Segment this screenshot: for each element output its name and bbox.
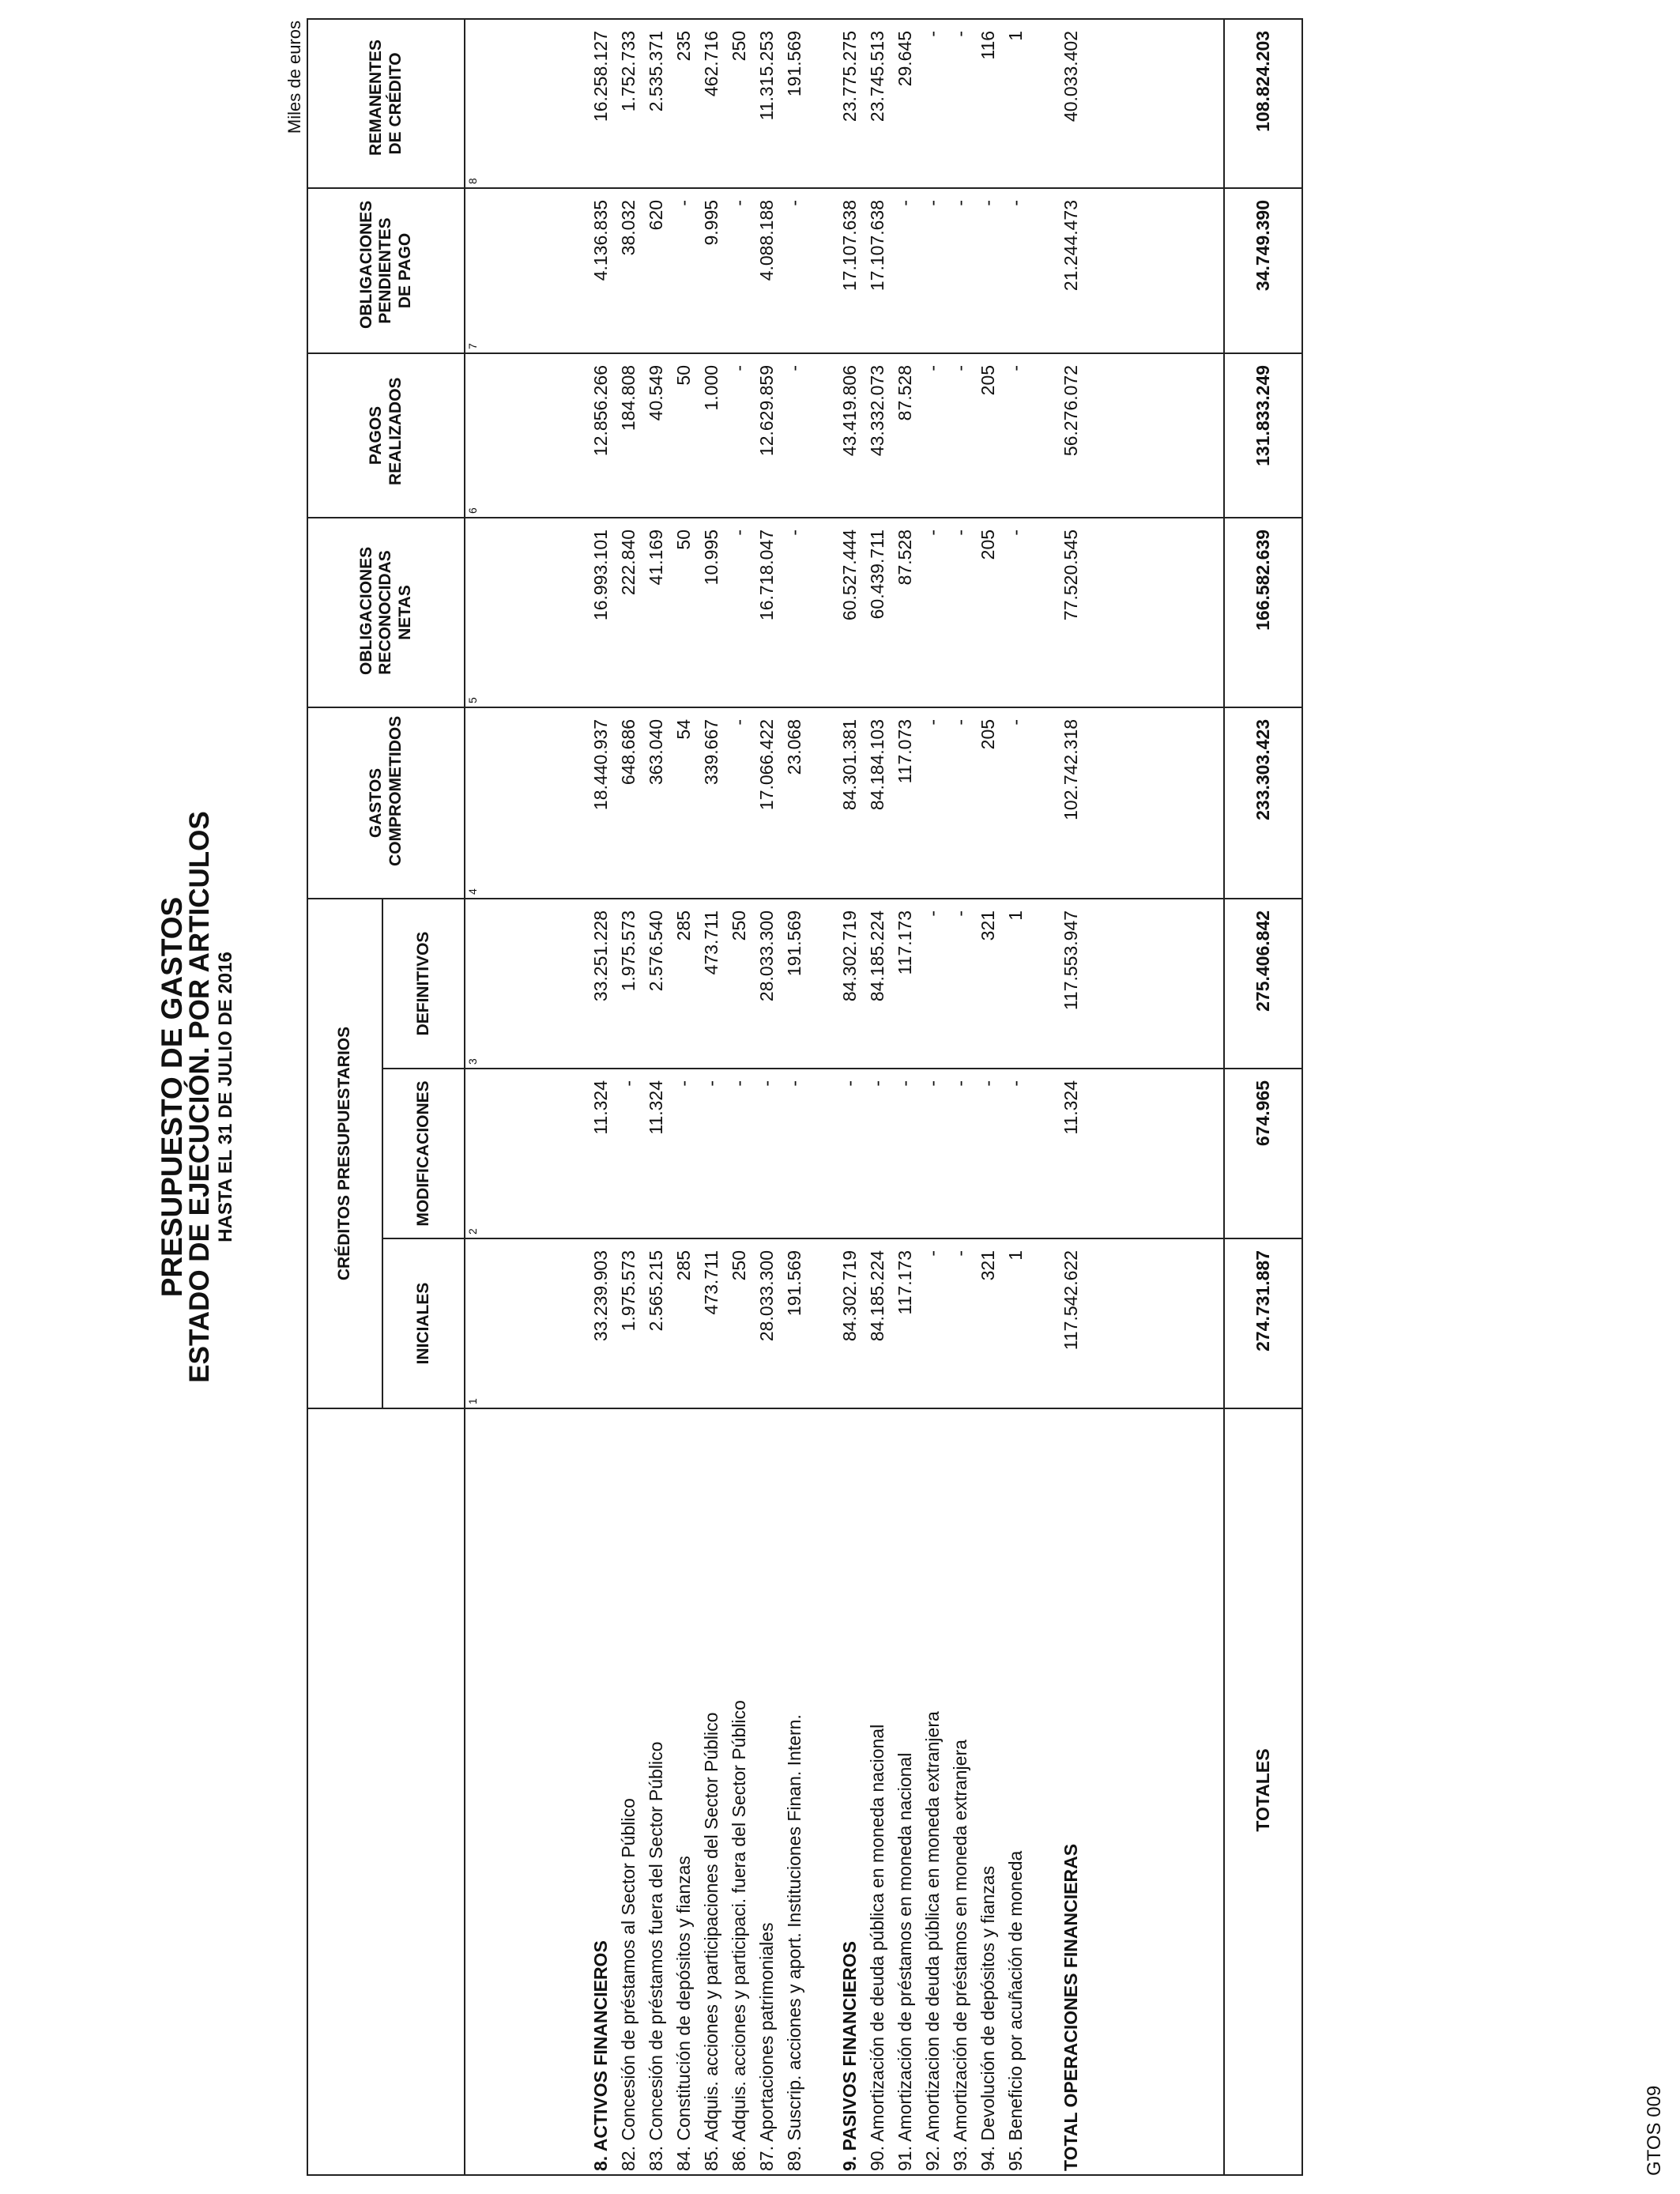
row-value: 1.975.573 bbox=[615, 1238, 642, 1408]
row-value: 43.332.073 bbox=[864, 353, 891, 518]
row-value: 250 bbox=[725, 1238, 753, 1408]
row-value: 117.542.622 bbox=[1057, 1238, 1085, 1408]
row-value: 1.975.573 bbox=[615, 899, 642, 1069]
row-value: - bbox=[753, 1069, 781, 1238]
row-value: - bbox=[919, 899, 947, 1069]
total-value: 274.731.887 bbox=[1224, 1238, 1302, 1408]
row-value: - bbox=[947, 1238, 974, 1408]
row-value: 9.995 bbox=[698, 188, 725, 353]
table-row bbox=[587, 19, 615, 2175]
column-number: 3 bbox=[465, 899, 480, 1069]
row-value: 16.258.127 bbox=[587, 19, 615, 188]
row-value: 462.716 bbox=[698, 19, 725, 188]
row-value: 363.040 bbox=[642, 707, 670, 899]
row-value: 29.645 bbox=[891, 19, 919, 188]
table-row bbox=[836, 19, 864, 2175]
column-number: 1 bbox=[465, 1238, 480, 1408]
row-value: - bbox=[919, 707, 947, 899]
row-value: 77.520.545 bbox=[1057, 518, 1085, 707]
column-number: 6 bbox=[465, 353, 480, 518]
remanentes-header: REMANENTES DE CRÉDITO bbox=[307, 19, 465, 188]
report-subtitle: ESTADO DE EJECUCIÓN. POR ARTICULOS bbox=[184, 811, 215, 1383]
row-value: - bbox=[947, 19, 974, 188]
row-value: 60.439.711 bbox=[864, 518, 891, 707]
row-value: 11.324 bbox=[1057, 1069, 1085, 1238]
row-value: 235 bbox=[670, 19, 698, 188]
row-concept: TOTAL OPERACIONES FINANCIERAS bbox=[1057, 1408, 1085, 2175]
column-number: 8 bbox=[465, 19, 480, 188]
row-value: 1 bbox=[1002, 19, 1030, 188]
row-value: - bbox=[781, 188, 808, 353]
row-value: 54 bbox=[670, 707, 698, 899]
row-concept: 90. Amortización de deuda pública en moneda nacional bbox=[864, 1408, 891, 2175]
row-value: 33.239.903 bbox=[587, 1238, 615, 1408]
units-label: Miles de euros bbox=[284, 21, 304, 134]
row-value: - bbox=[615, 1069, 642, 1238]
row-value: - bbox=[947, 707, 974, 899]
row-value: 84.185.224 bbox=[864, 1238, 891, 1408]
row-value: 205 bbox=[974, 707, 1002, 899]
pagos-header: PAGOS REALIZADOS bbox=[307, 353, 465, 518]
column-number: 5 bbox=[465, 518, 480, 707]
row-concept: 91. Amortización de préstamos en moneda nacional bbox=[891, 1408, 919, 2175]
row-value: - bbox=[919, 518, 947, 707]
row-value: - bbox=[919, 1238, 947, 1408]
row-value: 117.553.947 bbox=[1057, 899, 1085, 1069]
row-value: - bbox=[1002, 353, 1030, 518]
row-value: 191.569 bbox=[781, 19, 808, 188]
row-value: 60.527.444 bbox=[836, 518, 864, 707]
row-value: 4.136.835 bbox=[587, 188, 615, 353]
row-value: 191.569 bbox=[781, 899, 808, 1069]
totals-row bbox=[1224, 19, 1302, 2175]
row-value: 11.324 bbox=[587, 1069, 615, 1238]
row-value: - bbox=[670, 188, 698, 353]
row-value: - bbox=[670, 1069, 698, 1238]
row-value: 339.667 bbox=[698, 707, 725, 899]
row-value: - bbox=[974, 1069, 1002, 1238]
row-concept: 92. Amortizacion de deuda pública en moneda extranjera bbox=[919, 1408, 947, 2175]
obligaciones-header: OBLIGACIONES RECONOCIDAS NETAS bbox=[307, 518, 465, 707]
table-row bbox=[725, 19, 753, 2175]
table-row bbox=[698, 19, 725, 2175]
table-row bbox=[642, 19, 670, 2175]
row-value: - bbox=[781, 353, 808, 518]
row-value: - bbox=[1002, 1069, 1030, 1238]
row-value: 321 bbox=[974, 1238, 1002, 1408]
row-value: 102.742.318 bbox=[1057, 707, 1085, 899]
row-value: - bbox=[1002, 518, 1030, 707]
row-concept: 95. Beneficio por acuñación de moneda bbox=[1002, 1408, 1030, 2175]
row-value: 117.173 bbox=[891, 1238, 919, 1408]
row-value: 11.315.253 bbox=[753, 19, 781, 188]
row-value: - bbox=[698, 1069, 725, 1238]
row-value: 11.324 bbox=[642, 1069, 670, 1238]
row-value: 18.440.937 bbox=[587, 707, 615, 899]
row-value: 33.251.228 bbox=[587, 899, 615, 1069]
row-value: 1.752.733 bbox=[615, 19, 642, 188]
row-value: 16.718.047 bbox=[753, 518, 781, 707]
total-value: 34.749.390 bbox=[1224, 188, 1302, 353]
table-row bbox=[615, 19, 642, 2175]
row-value: 116 bbox=[974, 19, 1002, 188]
row-value: 473.711 bbox=[698, 1238, 725, 1408]
row-concept: 85. Adquis. acciones y participaciones del Sector Público bbox=[698, 1408, 725, 2175]
total-value: 674.965 bbox=[1224, 1069, 1302, 1238]
row-concept: 9. PASIVOS FINANCIEROS bbox=[836, 1408, 864, 2175]
row-value: 50 bbox=[670, 518, 698, 707]
row-value: 43.419.806 bbox=[836, 353, 864, 518]
row-value: - bbox=[836, 1069, 864, 1238]
row-value: 16.993.101 bbox=[587, 518, 615, 707]
row-value: - bbox=[947, 188, 974, 353]
row-value: 84.301.381 bbox=[836, 707, 864, 899]
table-row bbox=[670, 19, 698, 2175]
row-value: 191.569 bbox=[781, 1238, 808, 1408]
report-period: HASTA EL 31 DE JULIO DE 2016 bbox=[215, 952, 236, 1242]
row-value: 50 bbox=[670, 353, 698, 518]
row-value: 87.528 bbox=[891, 353, 919, 518]
row-concept: 8. ACTIVOS FINANCIEROS bbox=[587, 1408, 615, 2175]
row-value: 12.856.266 bbox=[587, 353, 615, 518]
row-value: 117.173 bbox=[891, 899, 919, 1069]
row-value: 17.107.638 bbox=[836, 188, 864, 353]
table-row bbox=[974, 19, 1002, 2175]
row-concept: 83. Concesión de préstamos fuera del Sector Público bbox=[642, 1408, 670, 2175]
row-value: 222.840 bbox=[615, 518, 642, 707]
row-value: - bbox=[891, 188, 919, 353]
row-value: 28.033.300 bbox=[753, 899, 781, 1069]
row-value: - bbox=[891, 1069, 919, 1238]
row-value: - bbox=[919, 19, 947, 188]
row-value: - bbox=[947, 353, 974, 518]
row-value: - bbox=[947, 1069, 974, 1238]
row-value: - bbox=[725, 353, 753, 518]
definitivos-header: DEFINITIVOS bbox=[382, 899, 465, 1069]
row-value: - bbox=[725, 1069, 753, 1238]
row-value: 10.995 bbox=[698, 518, 725, 707]
row-value: 12.629.859 bbox=[753, 353, 781, 518]
row-value: 321 bbox=[974, 899, 1002, 1069]
table-row bbox=[919, 19, 947, 2175]
row-value: - bbox=[725, 518, 753, 707]
table-row bbox=[1002, 19, 1030, 2175]
row-value: 40.033.402 bbox=[1057, 19, 1085, 188]
row-value: 40.549 bbox=[642, 353, 670, 518]
row-concept: 84. Constitución de depósitos y fianzas bbox=[670, 1408, 698, 2175]
row-value: 1 bbox=[1002, 1238, 1030, 1408]
row-value: 84.302.719 bbox=[836, 1238, 864, 1408]
row-value: - bbox=[1002, 707, 1030, 899]
row-value: 285 bbox=[670, 899, 698, 1069]
total-value: 108.824.203 bbox=[1224, 19, 1302, 188]
row-value: - bbox=[864, 1069, 891, 1238]
row-value: - bbox=[919, 353, 947, 518]
row-value: 648.686 bbox=[615, 707, 642, 899]
row-value: 17.066.422 bbox=[753, 707, 781, 899]
row-value: 473.711 bbox=[698, 899, 725, 1069]
row-value: 38.032 bbox=[615, 188, 642, 353]
row-value: 1.000 bbox=[698, 353, 725, 518]
row-value: 250 bbox=[725, 899, 753, 1069]
row-value: 84.184.103 bbox=[864, 707, 891, 899]
row-value: 620 bbox=[642, 188, 670, 353]
row-value: 28.033.300 bbox=[753, 1238, 781, 1408]
row-value: 2.576.540 bbox=[642, 899, 670, 1069]
row-value: - bbox=[725, 188, 753, 353]
table-row bbox=[781, 19, 808, 2175]
row-value: 84.185.224 bbox=[864, 899, 891, 1069]
totals-label: TOTALES bbox=[1224, 1408, 1302, 2175]
report-title: PRESUPUESTO DE GASTOS bbox=[156, 896, 188, 1298]
row-value: - bbox=[947, 899, 974, 1069]
total-value: 131.833.249 bbox=[1224, 353, 1302, 518]
column-number: 4 bbox=[465, 707, 480, 899]
table-row bbox=[753, 19, 781, 2175]
total-value: 166.582.639 bbox=[1224, 518, 1302, 707]
row-value: 41.169 bbox=[642, 518, 670, 707]
row-value: 84.302.719 bbox=[836, 899, 864, 1069]
total-value: 233.303.423 bbox=[1224, 707, 1302, 899]
row-value: 56.276.072 bbox=[1057, 353, 1085, 518]
row-value: - bbox=[1002, 188, 1030, 353]
row-value: 21.244.473 bbox=[1057, 188, 1085, 353]
row-value: - bbox=[919, 1069, 947, 1238]
total-value: 275.406.842 bbox=[1224, 899, 1302, 1069]
budget-table bbox=[307, 20, 1524, 2176]
row-value: 250 bbox=[725, 19, 753, 188]
modificaciones-header: MODIFICACIONES bbox=[382, 1069, 465, 1238]
row-concept: 89. Suscrip. acciones y aport. Instituciones Finan. Intern. bbox=[781, 1408, 808, 2175]
column-number: 7 bbox=[465, 188, 480, 353]
row-concept: 93. Amortización de préstamos en moneda extranjera bbox=[947, 1408, 974, 2175]
concept-header bbox=[307, 1408, 465, 2175]
report-code: GTOS 009 bbox=[1644, 2085, 1665, 2176]
credits-group-header: CRÉDITOS PRESUPUESTARIOS bbox=[307, 899, 382, 1408]
row-value: 17.107.638 bbox=[864, 188, 891, 353]
pendientes-header: OBLIGACIONES PENDIENTES DE PAGO bbox=[307, 188, 465, 353]
row-concept: 82. Concesión de préstamos al Sector Público bbox=[615, 1408, 642, 2175]
table-row bbox=[864, 19, 891, 2175]
row-value: 23.745.513 bbox=[864, 19, 891, 188]
row-value: 23.068 bbox=[781, 707, 808, 899]
row-value: - bbox=[974, 188, 1002, 353]
row-value: 285 bbox=[670, 1238, 698, 1408]
concept-col-no bbox=[465, 1408, 480, 2175]
table-row bbox=[947, 19, 974, 2175]
row-concept: 94. Devolución de depósitos y fianzas bbox=[974, 1408, 1002, 2175]
row-value: - bbox=[781, 518, 808, 707]
row-value: 23.775.275 bbox=[836, 19, 864, 188]
row-value: 2.565.215 bbox=[642, 1238, 670, 1408]
row-value: - bbox=[947, 518, 974, 707]
row-value: 87.528 bbox=[891, 518, 919, 707]
row-value: 2.535.371 bbox=[642, 19, 670, 188]
row-value: - bbox=[919, 188, 947, 353]
row-value: 4.088.188 bbox=[753, 188, 781, 353]
comprometidos-header: GASTOS COMPROMETIDOS bbox=[307, 707, 465, 899]
row-concept: 86. Adquis. acciones y participaci. fuera del Sector Público bbox=[725, 1408, 753, 2175]
row-value: - bbox=[781, 1069, 808, 1238]
row-value: 205 bbox=[974, 353, 1002, 518]
row-value: - bbox=[725, 707, 753, 899]
column-number: 2 bbox=[465, 1069, 480, 1238]
table-row bbox=[1057, 19, 1085, 2175]
row-value: 117.073 bbox=[891, 707, 919, 899]
row-concept: 87. Aportaciones patrimoniales bbox=[753, 1408, 781, 2175]
row-value: 184.808 bbox=[615, 353, 642, 518]
row-value: 1 bbox=[1002, 899, 1030, 1069]
iniciales-header: INICIALES bbox=[382, 1238, 465, 1408]
table-row bbox=[891, 19, 919, 2175]
row-value: 205 bbox=[974, 518, 1002, 707]
